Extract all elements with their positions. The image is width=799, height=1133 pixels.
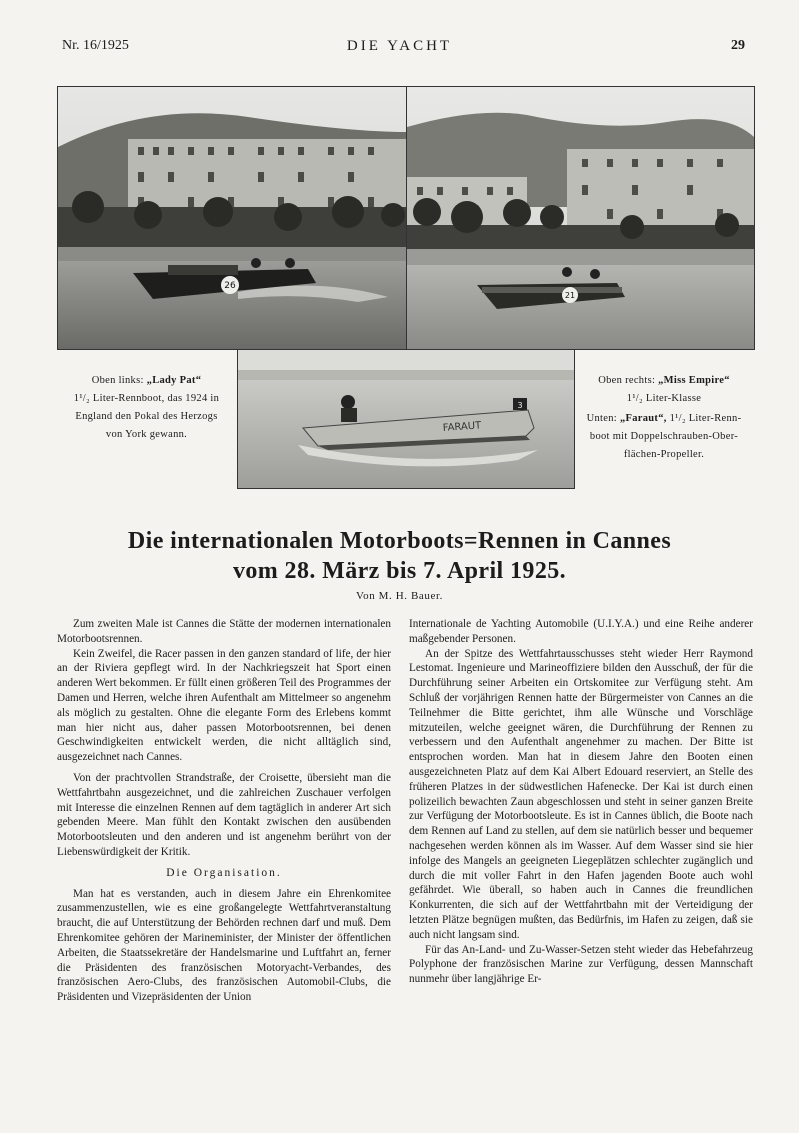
- photo-faraut: [237, 349, 575, 489]
- article-column-right: [409, 617, 753, 987]
- photo-lady-pat: [57, 86, 408, 350]
- paragraph: Man hat es verstanden, auch in diesem Jahre ein Ehrenkomitee zusammenzustellen, wie es eine großangelegte Wettfahrtveranstaltung braucht, die auf Unterstützung der Behörden rechnen darf und muß. Dem Ehrenkomitee gehören der Marineminister, der Minister der öffentlichen Arbeiten, die Staatssekretäre der Handelsmarine und Luftfahrt an, ferner die Präsidenten des französischen Motoryacht-Verbandes, des französischen Aero-Clubs, des französischen Automobil-Clubs, die Präsidenten und Vizepräsidenten der Union: [57, 887, 391, 1004]
- section-heading: Die Organisation.: [166, 866, 282, 879]
- paragraph: An der Spitze des Wettfahrtausschusses steht wieder Herr Raymond Lestomat. Ingenieure und Marineoffiziere bilden den Ausschuß, der für die Durchführung seiner Arbeiten ein Ortskomitee zur Verfügung steht. Am Schluß der vorjährigen Rennen hatte der Bürgermeister von Cannes an die Teilnehmer die Bitte gerichtet, ihm alle Wünsche und Vorschläge mitzuteilen, welche geeignet wären, die Durchführung der Rennen zu verbessern und den Aufenthalt angenehmer zu machen. Der Bitte ist entsprochen worden. Man hat in diesem Jahre den Booten einen ausgezeichneten Platz auf dem Kai Albert Edouard reserviert, an Stelle des früheren Platzes in der südwestlichen Hafenecke. Der Kai ist durch einen polizeilich bewachten Zaun abgeschlossen und steht in seiner ganzen Breite zur Verfügung der Motorbootsleute. Es ist in Cannes üblich, die Boote nach dem Rennen auf Land zu stellen, auf dem sie natürlich besser und bequemer nachgesehen werden können als im Wasser. Auf dem Wasser sind sie hier infolge des Mangels an geeigneten Liegeplätzen schlechter zugänglich und durch die mit voller Fahrt in den Hafen jagenden Boote auch wohl gefährdet. Wie überall, so haben auch in Cannes die freundlichen Konkurrenten, die sich auf der Wettfahrtbahn mit der Verteidigung der letzten Plätze begnügen mußten, das Bedürfnis, im Hafen zu zeigen, daß sie auch nicht langsam sind.: [409, 647, 753, 941]
- page-number: 29: [731, 38, 745, 53]
- paragraph: Kein Zweifel, die Racer passen in den ganzen standard of life, der hier an der Riviera gepflegt wird. In der Nachkriegszeit hat Sport einen anderen Wert bekommen. Er füllt einen größeren Teil des Programmes der Damen und Herren, welche ihren Aufenthalt am Mittelmeer so angenehm als möglich zu gestalten. Ohne die elegante Form des Erlebens kommt man hier nicht aus, daher passen Motorbootsrennen, bei denen Geschwindigkeiten entwickelt werden, die nicht alltäglich sind, ausgezeichnet nach Cannes.: [57, 647, 391, 764]
- photo-miss-empire: [406, 86, 755, 350]
- article-title-line2: vom 28. März bis 7. April 1925.: [232, 558, 567, 584]
- article-title-line1: Die internationalen Motorboots=Rennen in Cannes: [127, 528, 672, 554]
- boat-number-miss-empire: 21: [564, 291, 576, 300]
- issue-number: Nr. 16/1925: [62, 38, 129, 53]
- paragraph: Von der prachtvollen Strandstraße, der Croisette, übersieht man die Wettfahrtbahn ausgezeichnet, und die zahlreichen Zuschauer verfolgen mit Interesse die einzelnen Rennen auf dem tagtäglich in anderer Art sich gebenden Meere. Man fühlt den Kontakt zwischen den ausübenden Motorbootsleuten und den anderen und ist angenehm berührt von der Liebenswürdigkeit der Kritik.: [57, 771, 391, 858]
- paragraph: Für das An-Land- und Zu-Wasser-Setzen steht wieder das Hebefahrzeug Polyphone der französischen Marine zur Verfügung, dessen Mannschaft nunmehr über langjährige Er-: [409, 943, 753, 986]
- paragraph: Internationale de Yachting Automobile (U.I.Y.A.) und eine Reihe anderer maßgebender Personen.: [409, 618, 753, 645]
- byline: Von M. H. Bauer.: [355, 590, 443, 602]
- boat-number-lady-pat: 26: [224, 281, 236, 291]
- magazine-name: DIE YACHT: [346, 38, 453, 54]
- boat-name-faraut: FARAUT: [442, 420, 482, 434]
- paragraph: Zum zweiten Male ist Cannes die Stätte der modernen internationalen Motorbootsrennen.: [57, 618, 391, 645]
- article-column-left: [57, 617, 391, 1005]
- caption-right: Oben rechts: „Miss Empire“ 1¹/₂ Liter-Klasse Unten: „Faraut“, 1¹/₂ Liter-Renn- boot mit Doppelschrauben-Ober- flächen-Propeller.: [586, 375, 742, 460]
- boat-number-faraut: 3: [517, 401, 523, 410]
- caption-left: Oben links: „Lady Pat“ 1¹/₂ Liter-Rennboot, das 1924 in England den Pokal des Herzogs von York gewann.: [73, 375, 220, 440]
